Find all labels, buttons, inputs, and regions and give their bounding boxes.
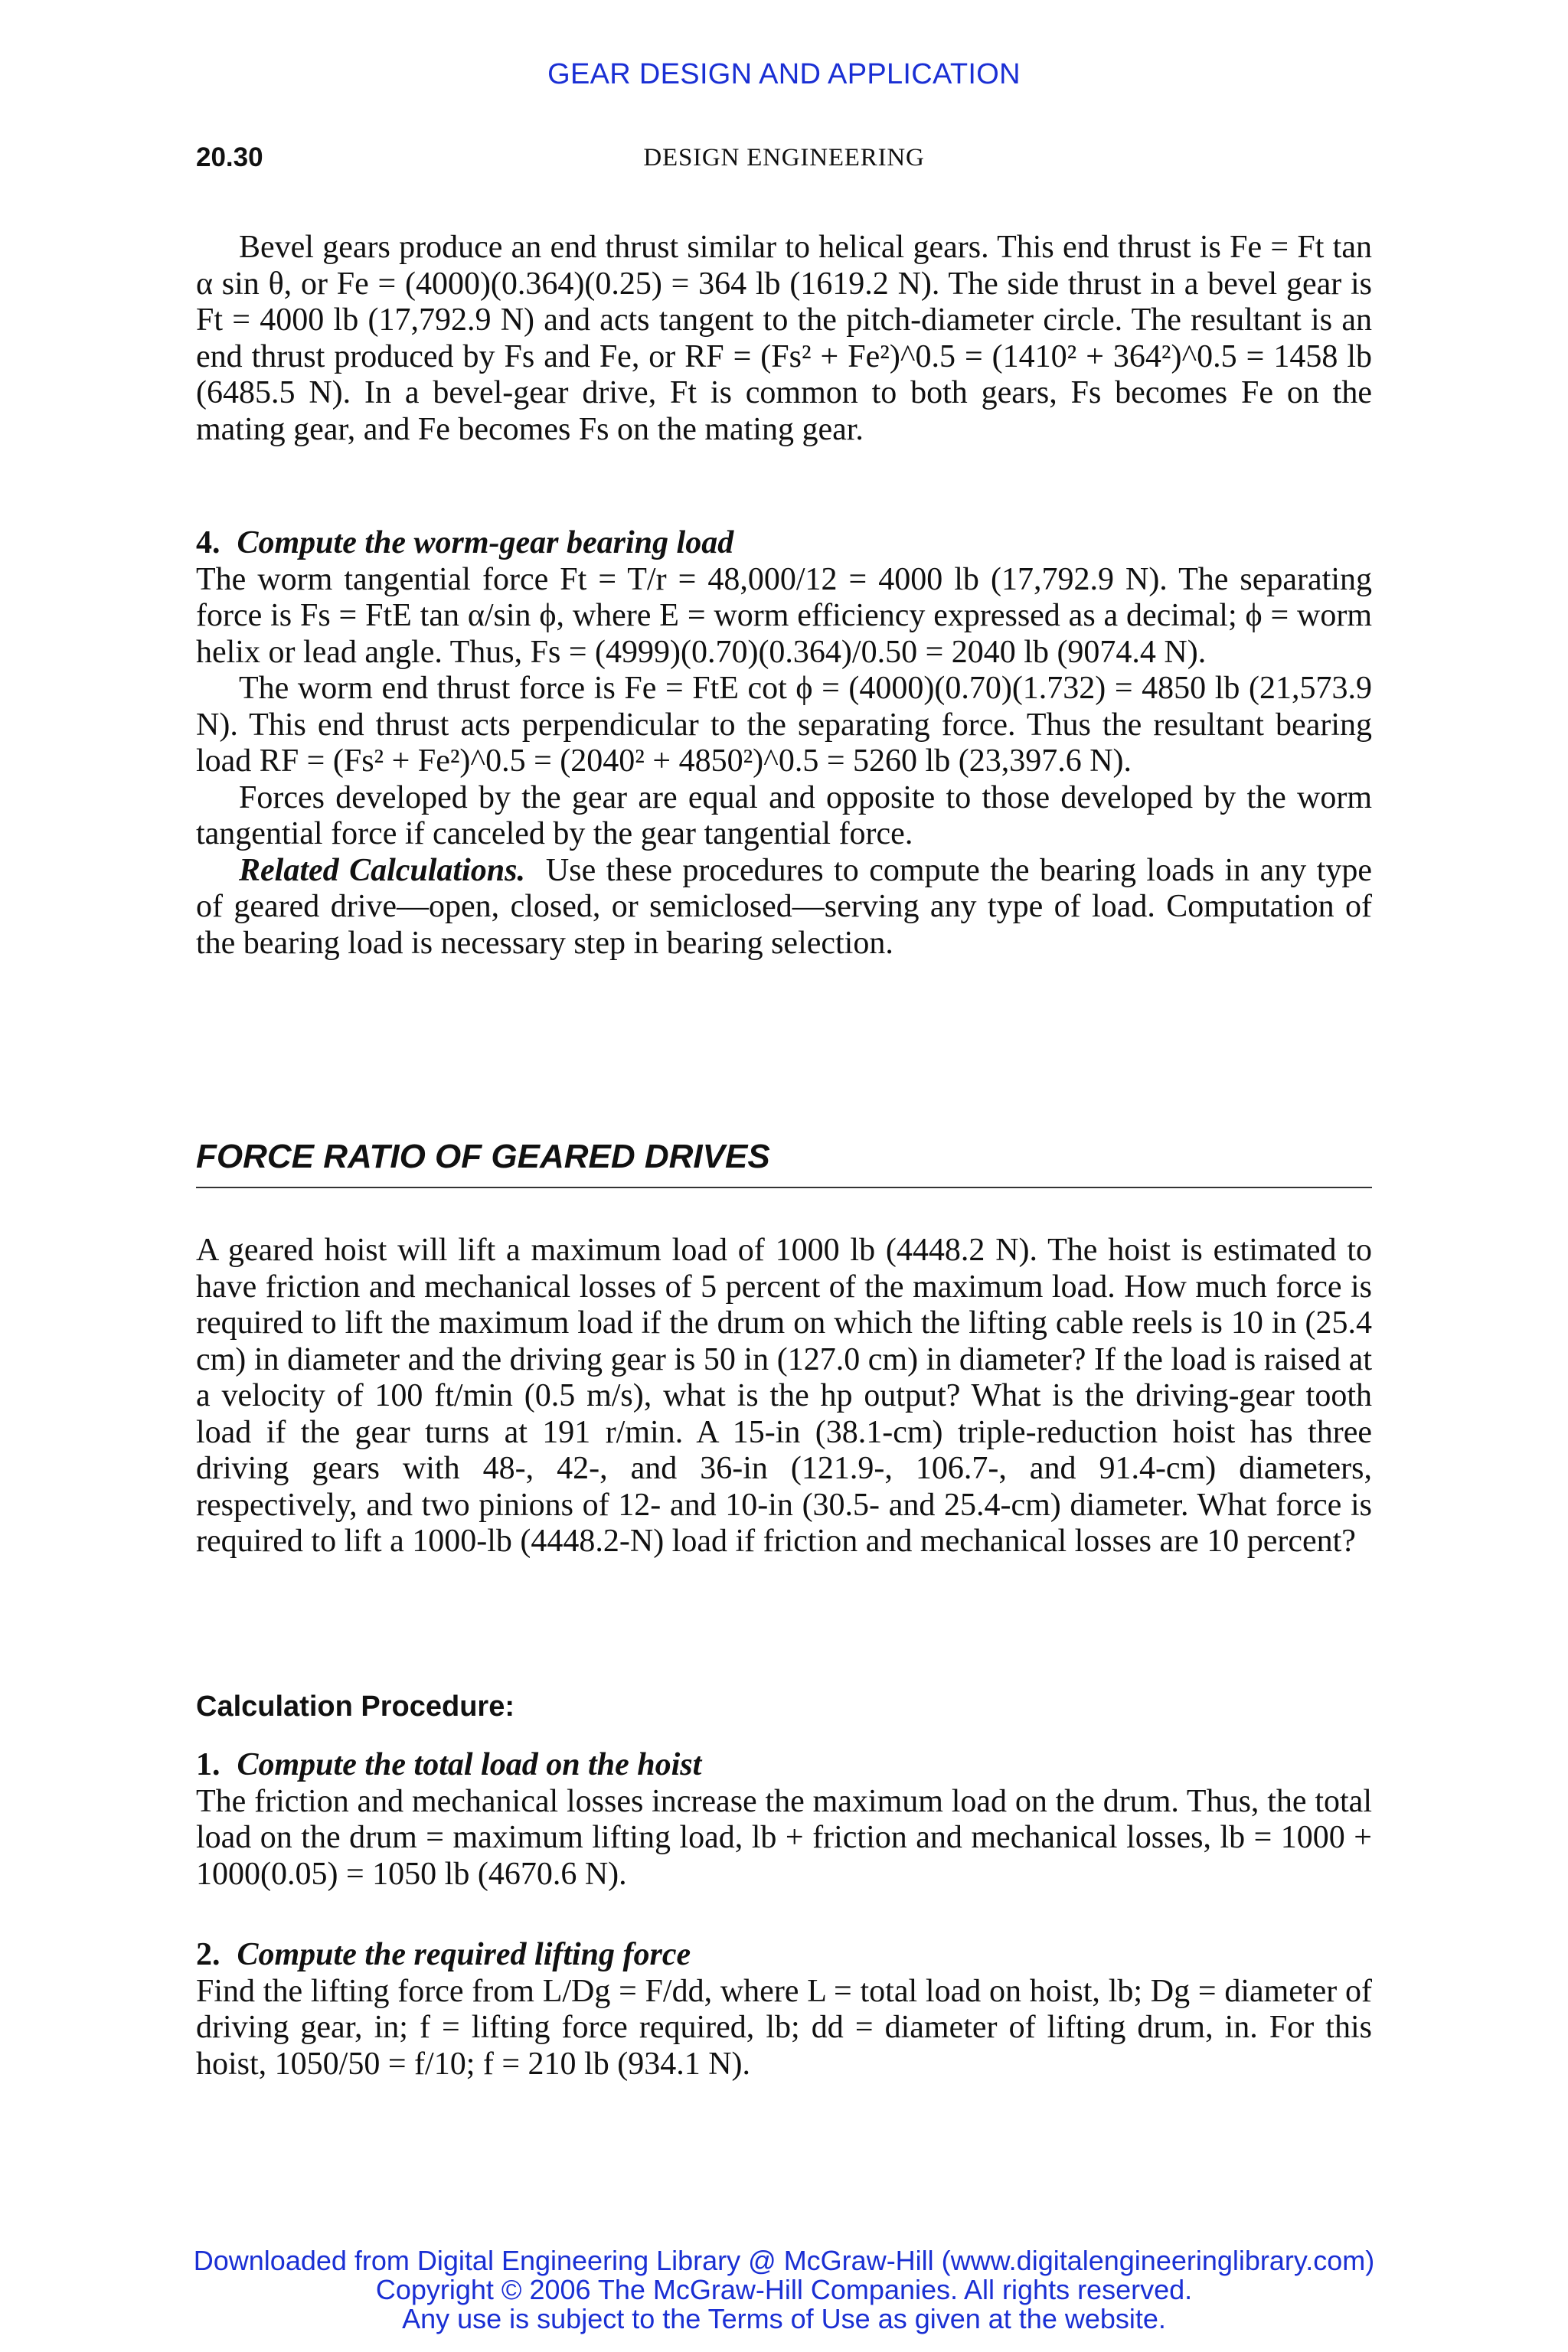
worm-end-thrust-paragraph: The worm end thrust force is Fe = FtE cot ϕ = (4000)(0.70)(1.732) = 4850 lb (21,573.9 N). This end thrust acts perpendicular to the separating force. Thus the resultant bearing load RF = (Fs² + Fe²)^0.5 = (2040² + 4850²)^0.5 = 5260 lb (23,397.6 N). (196, 671, 1372, 779)
step-1-number: 1. (196, 1747, 220, 1782)
calc-step-1 (196, 1747, 1372, 1893)
step-1-heading (196, 1747, 1372, 1784)
step-4-title: Compute the worm-gear bearing load (237, 525, 734, 560)
section-title: FORCE RATIO OF GEARED DRIVES (196, 1138, 1372, 1188)
footer-copyright-line: Copyright © 2006 The McGraw-Hill Companies. All rights reserved. (375, 2274, 1193, 2305)
related-calculations-paragraph (196, 853, 1372, 962)
footer-download-line[interactable]: Downloaded from Digital Engineering Library @ McGraw-Hill (www.digitalengineeringlibrary.com) (193, 2245, 1375, 2276)
step-4-number: 4. (196, 525, 220, 560)
gear-forces-paragraph: Forces developed by the gear are equal and opposite to those developed by the worm tangential force if canceled by the gear tangential force. (196, 779, 1372, 851)
section-header: DESIGN ENGINEERING (643, 144, 925, 172)
problem-paragraph: A geared hoist will lift a maximum load of 1000 lb (4448.2 N). The hoist is estimated to have friction and mechanical losses of 5 percent of the maximum load. How much force is required to lift the maximum load if the drum on which the lifting cable reels is 10 in (25.4 cm) in diameter and the driving gear is 50 in (127.0 cm) in diameter? If the load is raised at a velocity of 100 ft/min (0.5 m/s), what is the hp output? What is the driving-gear tooth load if the gear turns at 191 r/min. A 15-in (38.1-cm) triple-reduction hoist has three driving gears with 48-, 42-, and 36-in (121.9-, 106.7-, and 91.4-cm) diameters, respectively, and two pinions of 12- and 10-in (30.5- and 25.4-cm) diameter. What force is required to lift a 1000-lb (4448.2-N) load if friction and mechanical losses are 10 percent? (196, 1233, 1372, 1559)
related-calculations-text: Use these procedures to compute the bearing loads in any type of geared drive—open, closed, or semiclosed—serving any type of load. Computation of the bearing load is necessary step in bearing selection. (196, 852, 1373, 961)
page-number: 20.30 (196, 142, 263, 172)
step-2-text: Find the lifting force from L/Dg = F/dd, where L = total load on hoist, lb; Dg = diameter of driving gear, in; f = lifting force required, lb; dd = diameter of lifting drum, in. For this hoist, 1050/50 = f/10; f = 210 lb (934.1 N). (196, 1973, 1372, 2082)
calc-step-2 (196, 1937, 1372, 2082)
related-calculations-label: Related Calculations. (239, 852, 525, 888)
download-footer (0, 2246, 1568, 2334)
bevel-thrust-paragraph: Bevel gears produce an end thrust similar to helical gears. This end thrust is Fe = Ft tan α sin θ, or Fe = (4000)(0.364)(0.25) = 364 lb (1619.2 N). The side thrust in a bevel gear is Ft = 4000 lb (17,792.9 N) and acts tangent to the pitch-diameter circle. The resultant is an end thrust produced by Fs and Fe, or RF = (Fs² + Fe²)^0.5 = (1410² + 364²)^0.5 = 1458 lb (6485.5 N). In a bevel-gear drive, Ft is common to both gears, Fs becomes Fe on the mating gear, and Fe becomes Fs on the mating gear. (196, 230, 1372, 447)
worm-gear-step (196, 525, 1372, 962)
worm-tangential-force-paragraph: The worm tangential force Ft = T/r = 48,000/12 = 4000 lb (17,792.9 N). The separating force is Fs = FtE tan α/sin ϕ, where E = worm efficiency expressed as a decimal; ϕ = worm helix or lead angle. Thus, Fs = (4999)(0.70)(0.364)/0.50 = 2040 lb (9074.4 N). (196, 561, 1372, 670)
calculation-procedure-heading: Calculation Procedure: (196, 1690, 514, 1723)
step-1-title: Compute the total load on the hoist (237, 1747, 702, 1782)
bevel-gear-section (196, 230, 1372, 448)
problem-statement (196, 1233, 1372, 1560)
step-4-heading (196, 525, 1372, 562)
running-head: GEAR DESIGN AND APPLICATION (547, 58, 1021, 90)
step-2-number: 2. (196, 1937, 220, 1972)
step-2-heading (196, 1937, 1372, 1974)
footer-terms-line: Any use is subject to the Terms of Use as given at the website. (402, 2303, 1166, 2334)
step-2-title: Compute the required lifting force (237, 1937, 691, 1972)
step-1-text: The friction and mechanical losses increase the maximum load on the drum. Thus, the total load on the drum = maximum lifting load, lb + friction and mechanical losses, lb = 1000 + 1000(0.05) = 1050 lb (4670.6 N). (196, 1783, 1372, 1892)
